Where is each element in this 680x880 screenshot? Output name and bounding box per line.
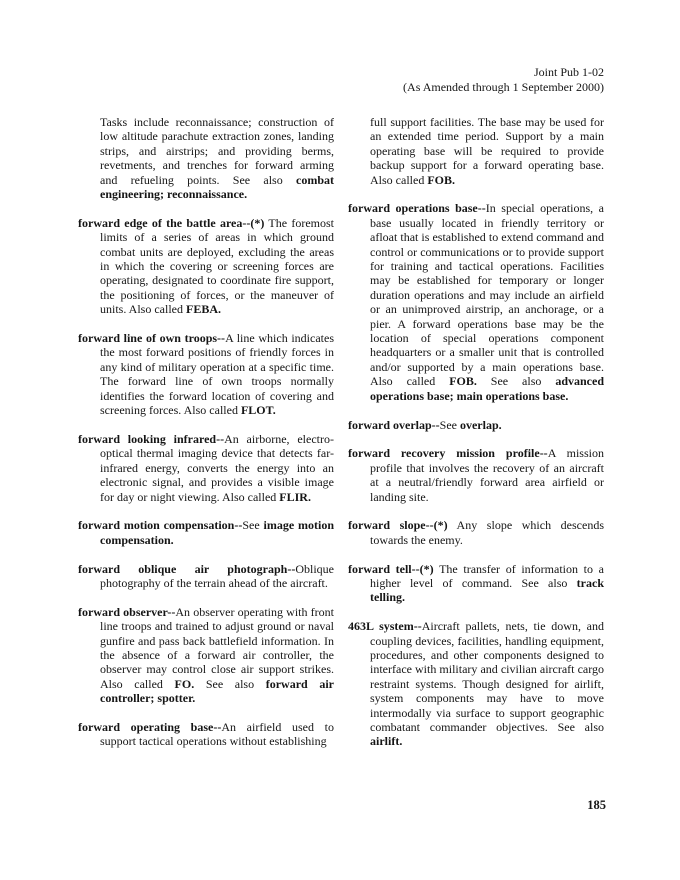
text-run: See [439, 417, 460, 432]
bold-text-run: FOB. [449, 374, 477, 389]
text-run: An airfield used to support tactical operations without establishing [100, 719, 334, 749]
glossary-entry [348, 619, 604, 749]
glossary-entry [348, 201, 604, 403]
bold-text-run: forward slope--(*) [348, 518, 448, 533]
bold-text-run: forward motion compensation-- [78, 518, 243, 533]
bold-text-run: forward edge of the battle area--(*) [78, 215, 265, 230]
bold-text-run: advanced operations base; main operations base. [370, 374, 604, 403]
bold-text-run: FO. [174, 676, 195, 691]
bold-text-run: forward line of own troops-- [78, 331, 226, 346]
glossary-entry [78, 720, 334, 749]
right-column [348, 115, 604, 763]
text-run: See also [194, 676, 266, 691]
glossary-entry [348, 418, 604, 432]
text-run: A line which indicates the most forward positions of friendly forces in any kind of military operation at a specific time. The forward line of own troops normally identifies the forward location of covering and screening forces. Also called [100, 331, 334, 418]
glossary-columns [78, 115, 604, 763]
text-run: In special operations, a base usually located in friendly territory or afloat that is established to extend command and control or communications or to provide support for training and tactical operations. Facilities may be established for temporary or longer duration operations and may include an airfield or an unimproved airstrip, an anchorage, or a pier. A forward operations base may be the location of special operations component headquarters or a smaller unit that is controlled and/or supported by a main operations base. Also called [370, 201, 605, 389]
glossary-entry [78, 331, 334, 417]
text-run: Oblique photography of the terrain ahead of the aircraft. [100, 561, 334, 590]
text-run: Any slope which descends towards the enemy. [370, 518, 604, 547]
bold-text-run: track telling. [370, 575, 604, 605]
bold-text-run: FLIR. [279, 489, 311, 504]
bold-text-run: forward operating base-- [78, 719, 222, 734]
bold-text-run: forward tell--(*) [348, 561, 434, 576]
glossary-entry [78, 216, 334, 317]
bold-text-run: FOB. [427, 172, 455, 187]
glossary-entry [78, 605, 334, 706]
page-number: 185 [587, 798, 606, 812]
text-run: A mission profile that involves the recovery of an aircraft at a neutral/friendly forward area airfield or landing site. [370, 446, 604, 504]
bold-text-run: overlap. [459, 417, 502, 432]
bold-text-run: forward looking infrared-- [78, 431, 225, 446]
bold-text-run: forward overlap-- [348, 417, 440, 432]
glossary-continued-paragraph [348, 115, 604, 187]
header-amendment-note: (As Amended through 1 September 2000) [403, 79, 604, 94]
text-run: The foremost limits of a series of areas in which ground combat units are deployed, excluding the areas in which the covering or screening forces are operating, designated to coordinate fire support, the positioning of forces, or the maneuver of units. Also called [100, 215, 334, 317]
bold-text-run: forward air controller; spotter. [100, 676, 334, 706]
glossary-entry [78, 432, 334, 504]
left-column [78, 115, 334, 763]
bold-text-run: forward observer-- [78, 604, 176, 619]
glossary-entry [348, 518, 604, 547]
text-run: The transfer of information to a higher level of command. See also [370, 561, 604, 590]
text-run: See also [476, 374, 556, 389]
bold-text-run: FLOT. [240, 403, 276, 418]
text-run: Aircraft pallets, nets, tie down, and coupling devices, facilities, handling equipment, procedures, and other components designed to interface with military and civilian aircraft cargo restraint systems. Though designed for airlift, system components may have to move intermodally via surface to support geographic combatant commander objectives. See also [370, 619, 604, 734]
bold-text-run: airlift. [370, 734, 403, 749]
text-run: Tasks include reconnaissance; construction of low altitude parachute extraction zones, landing strips, and airstrips; and providing berms, revetments, and trenches for forward arming and refueling points. See also [100, 115, 334, 187]
glossary-continued-paragraph [78, 115, 334, 201]
text-run: An observer operating with front line troops and trained to adjust ground or naval gunfire and pass back battlefield information. In the absence of a forward air controller, the observer may control close air support strikes. Also called [100, 604, 334, 691]
bold-text-run: 463L system-- [348, 619, 422, 634]
bold-text-run: forward oblique air photograph-- [78, 561, 296, 576]
text-run: An airborne, electro-optical thermal imaging device that detects far-infrared energy, converts the energy into an electronic signal, and provides a visible image for day or night viewing. Also called [100, 431, 334, 504]
bold-text-run: forward recovery mission profile-- [348, 446, 548, 461]
bold-text-run: forward operations base-- [348, 201, 486, 216]
glossary-entry [348, 446, 604, 504]
page-header [403, 65, 604, 94]
header-pub-title: Joint Pub 1-02 [533, 65, 604, 79]
bold-text-run: combat engineering; reconnaissance. [100, 172, 334, 202]
text-run: full support facilities. The base may be used for an extended time period. Support by a main operating base will be required to provide backup support for a forward operating base. Also called [370, 115, 604, 187]
glossary-entry [348, 562, 604, 605]
glossary-entry [78, 562, 334, 591]
text-run: See [242, 518, 264, 533]
bold-text-run: image motion compensation. [100, 518, 335, 547]
bold-text-run: FEBA. [186, 302, 222, 317]
glossary-entry [78, 518, 334, 547]
